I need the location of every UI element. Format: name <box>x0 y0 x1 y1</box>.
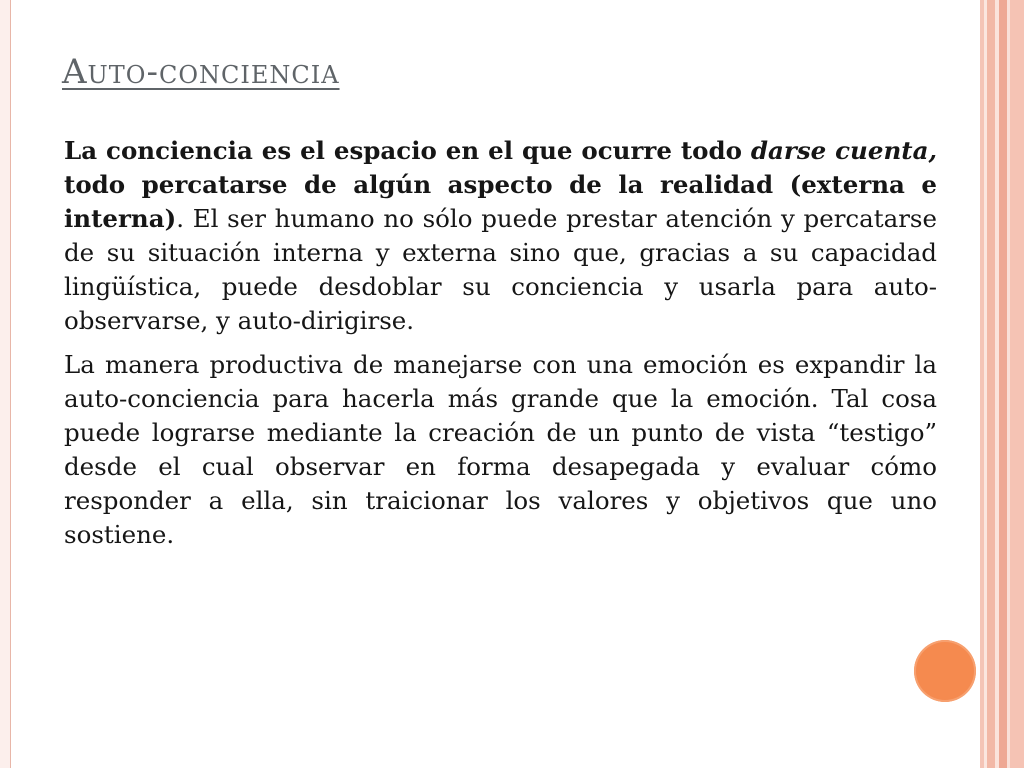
slide-title: Auto-conciencia <box>62 52 340 92</box>
bold-italic-text: darse cuenta, <box>750 136 937 165</box>
stripe <box>1010 0 1024 768</box>
decorative-stripes <box>980 0 1024 768</box>
stripe <box>987 0 995 768</box>
decorative-circle <box>914 640 976 702</box>
paragraph-2: La manera productiva de manejarse con una emoción es expandir la auto-conciencia para hacerla más grande que la emoción. Tal cosa puede lograrse mediante la creación de un punto de vista “testigo” desde el cual observar en forma desapegada y evaluar cómo responder a ella, sin traicionar los valores y objetivos que uno sostiene. <box>64 350 937 549</box>
paragraph-1 <box>64 134 937 338</box>
bold-text: todo percatarse de algún aspecto de la realidad (externa e interna) <box>64 170 937 233</box>
slide-body <box>64 134 937 562</box>
stripe <box>999 0 1007 768</box>
bold-text: La conciencia es el espacio en el que ocurre todo <box>64 136 751 165</box>
regular-text: . El ser humano no sólo puede prestar atención y percatarse de su situación interna y externa sino que, gracias a su capacidad lingüística, puede desdoblar su conciencia y usarla para auto-observarse, y auto-dirigirse. <box>64 204 937 335</box>
